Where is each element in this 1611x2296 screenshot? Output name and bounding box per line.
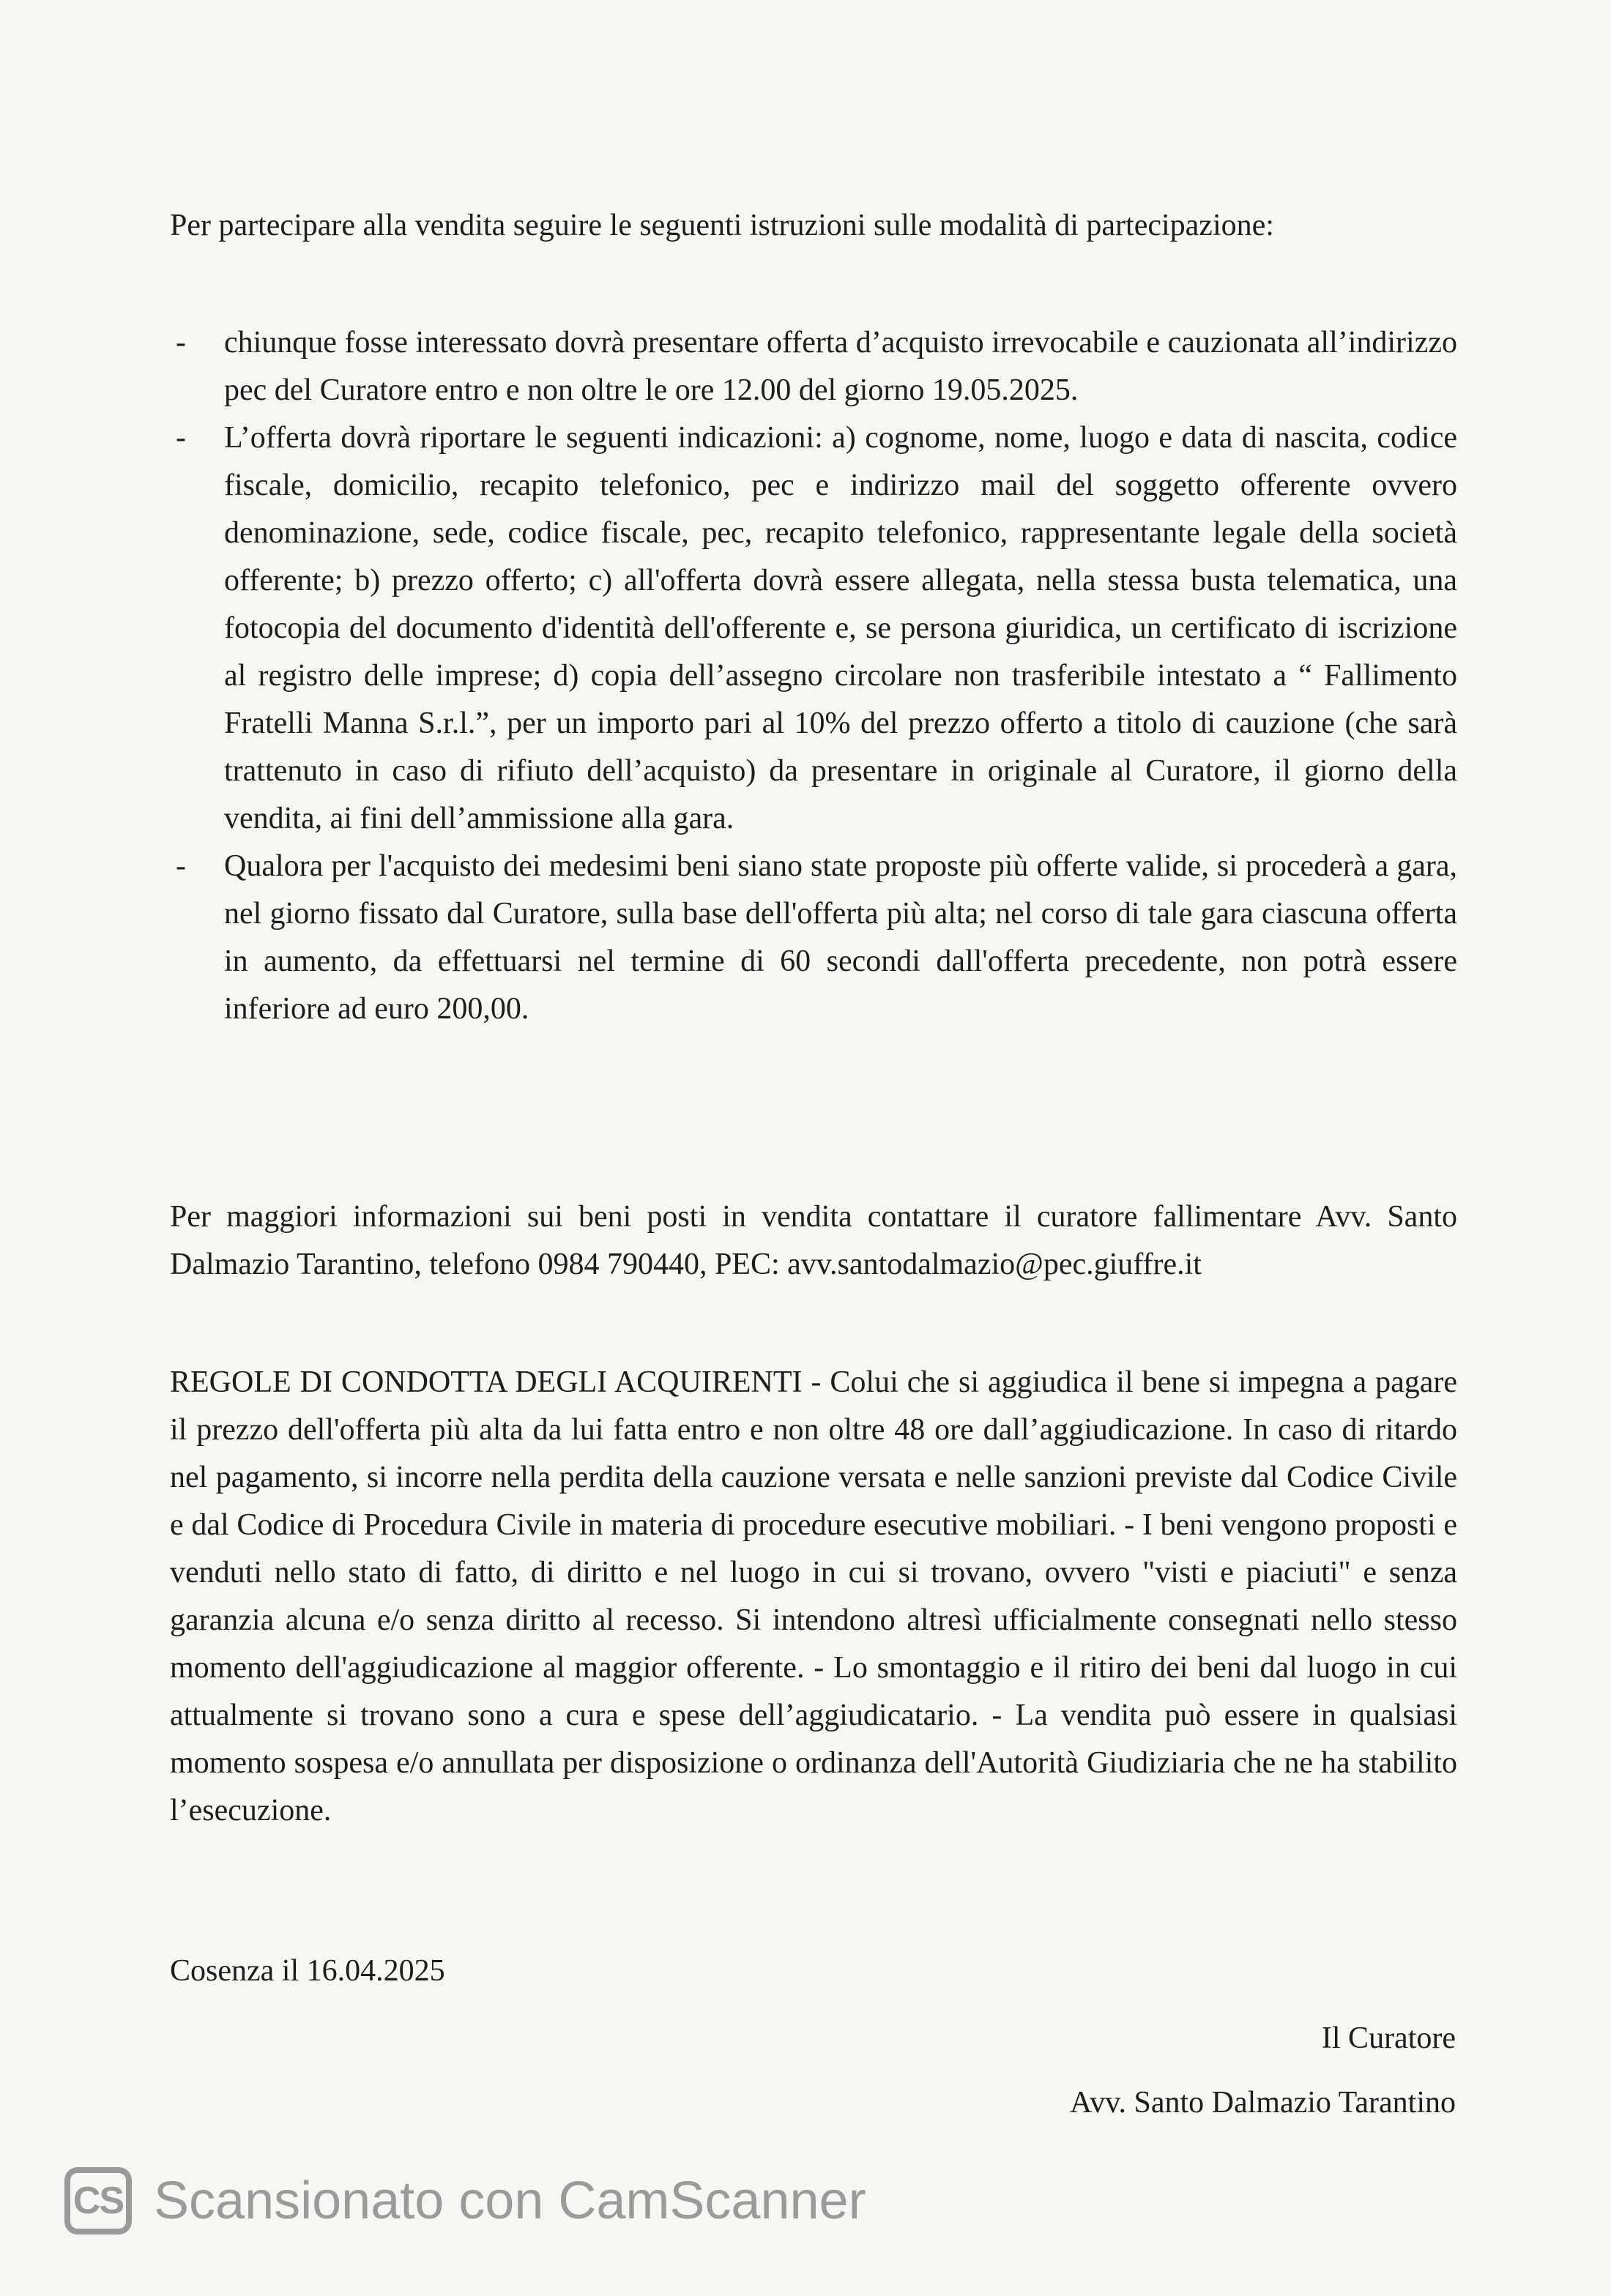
camscanner-logo-icon: CS — [64, 2167, 132, 2234]
list-item — [170, 414, 1457, 843]
intro-paragraph: Per partecipare alla vendita seguire le seguenti istruzioni sulle modalità di partecipazione: — [170, 209, 1274, 242]
list-item-text: L’offerta dovrà riportare le seguenti indicazioni: a) cognome, nome, luogo e data di nascita, codice fiscale, domicilio, recapito telefonico, pec e indirizzo mail del soggetto offerente ovvero denominazione, sede, codice fiscale, pec, recapito telefonico, rappresentante legale della società offerente; b) prezzo offerto; c) all'offerta dovrà essere allegata, nella stessa busta telematica, una fotocopia del documento d'identità dell'offerente e, se persona giuridica, un certificato di iscrizione al registro delle imprese; d) copia dell’assegno circolare non trasferibile intestato a “ Fallimento Fratelli Manna S.r.l.”, per un importo pari al 10% del prezzo offerto a titolo di cauzione (che sarà trattenuto in caso di rifiuto dell’acquisto) da presentare in originale al Curatore, il giorno della vendita, ai fini dell’ammissione alla gara. — [224, 421, 1457, 835]
list-dash: - — [176, 421, 186, 455]
date-line: Cosenza il 16.04.2025 — [170, 1954, 445, 1988]
info-paragraph: Per maggiori informazioni sui beni posti in vendita contattare il curatore fallimentare Avv. Santo Dalmazio Tarantino, telefono 0984 790440, PEC: avv.santodalmazio@pec.giuffre.it — [170, 1200, 1457, 1281]
scanner-watermark — [64, 2166, 866, 2236]
instructions-list — [170, 319, 1457, 1033]
list-dash: - — [176, 326, 186, 359]
list-item — [170, 843, 1457, 1033]
rules-paragraph: REGOLE DI CONDOTTA DEGLI ACQUIRENTI - Colui che si aggiudica il bene si impegna a pagare il prezzo dell'offerta più alta da lui fatta entro e non oltre 48 ore dall’aggiudicazione. In caso di ritardo nel pagamento, si incorre nella perdita della cauzione versata e nelle sanzioni previste dal Codice Civile e dal Codice di Procedura Civile in materia di procedure esecutive mobiliari. - I beni vengono proposti e venduti nello stato di fatto, di diritto e nel luogo in cui si trovano, ovvero "visti e piaciuti" e senza garanzia alcuna e/o senza diritto al recesso. Si intendono altresì ufficialmente consegnati nello stesso momento dell'aggiudicazione al maggior offerente. - Lo smontaggio e il ritiro dei beni dal luogo in cui attualmente si trovano sono a cura e spese dell’aggiudicatario. - La vendita può essere in qualsiasi momento sospesa e/o annullata per disposizione o ordinanza dell'Autorità Giudiziaria che ne ha stabilito l’esecuzione. — [170, 1365, 1457, 1827]
list-dash: - — [176, 849, 186, 883]
list-item-text: Qualora per l'acquisto dei medesimi beni siano state proposte più offerte valide, si procederà a gara, nel giorno fissato dal Curatore, sulla base dell'offerta più alta; nel corso di tale gara ciascuna offerta in aumento, da effettuarsi nel termine di 60 secondi dall'offerta precedente, non potrà essere inferiore ad euro 200,00. — [224, 849, 1457, 1026]
signature-title: Il Curatore — [1321, 2021, 1456, 2055]
signature-name: Avv. Santo Dalmazio Tarantino — [1070, 2086, 1456, 2120]
list-item — [170, 319, 1457, 414]
scanner-watermark-text: Scansionato con CamScanner — [154, 2172, 866, 2230]
list-item-text: chiunque fosse interessato dovrà presentare offerta d’acquisto irrevocabile e cauzionata all’indirizzo pec del Curatore entro e non oltre le ore 12.00 del giorno 19.05.2025. — [224, 326, 1457, 407]
